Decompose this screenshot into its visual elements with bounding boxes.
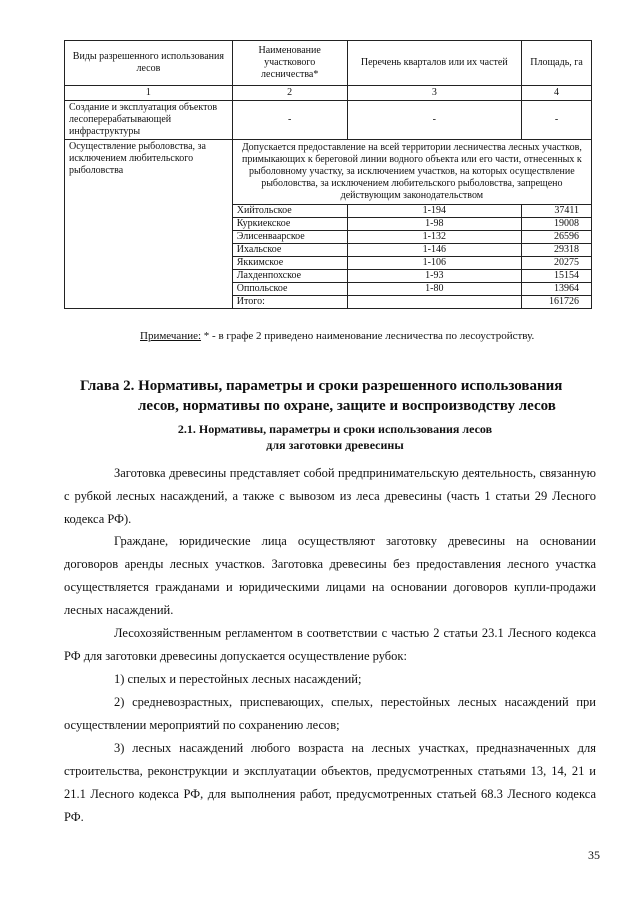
list-item: 3) лесных насаждений любого возраста на лесных участках, предназначенных для строительства, реконструкции и эксплуатации объектов, предусмотренных статьями 13, 14, 21 и 21.1 Лесного кодекса РФ, для выполнения работ, предусмотренных статьей 68.3 Лесного кодекса РФ.: [64, 741, 596, 824]
forestry-name: Яккимское: [232, 257, 347, 270]
quarter-range: 1-93: [347, 270, 521, 283]
page-number: 35: [588, 848, 600, 862]
quarters-cell: -: [347, 101, 521, 140]
forest-use-table: [64, 40, 592, 309]
total-label: Итого:: [232, 296, 347, 309]
table-footnote: [140, 330, 534, 342]
area-value: 15154: [522, 270, 592, 283]
forestry-name: Хийтольское: [232, 205, 347, 218]
area-value: 26596: [522, 231, 592, 244]
footnote-label: Примечание:: [140, 330, 202, 342]
header-quarters: Перечень кварталов или их частей: [347, 41, 521, 86]
area-cell: -: [522, 101, 592, 140]
total-quarters-empty: [347, 296, 521, 309]
forestry-name: Ихальское: [232, 244, 347, 257]
table-row: [65, 101, 592, 140]
table-header-row: [65, 41, 592, 86]
section-heading-line1: 2.1. Нормативы, параметры и сроки использования лесов: [177, 422, 493, 436]
forestry-cell: -: [232, 101, 347, 140]
chapter-heading-line2: лесов, нормативы по охране, защите и воспроизводству лесов: [138, 398, 556, 414]
area-value: 20275: [522, 257, 592, 270]
body-text: [64, 530, 596, 622]
area-value: 19008: [522, 218, 592, 231]
header-area: Площадь, га: [522, 41, 592, 86]
paragraph: Граждане, юридические лица осуществляют заготовку древесины на основании договоров аренды лесных участков. Заготовка древесины без предоставления лесного участка осуществляется гражданами и юридическими лицами на основании договоров купли-продажи лесных насаждений.: [64, 534, 596, 617]
section-heading-line2: для заготовки древесины: [266, 438, 404, 452]
quarter-range: 1-98: [347, 218, 521, 231]
col-number: 1: [65, 86, 233, 101]
fishing-note-cell: Допускается предоставление на всей территории лесничества лесных участков, примыкающих к береговой линии водного объекта или его части, отнесенных к рыболовному участку, за исключением участков, на которых осуществление рыболовства, за исключением любительского рыболовства, запрещено действующим законодательством: [232, 140, 591, 205]
paragraph: Заготовка древесины представляет собой предпринимательскую деятельность, связанную с рубкой лесных насаждений, а также с вывозом из леса древесины (часть 1 статьи 29 Лесного кодекса РФ).: [64, 466, 596, 526]
header-use-type: Виды разрешенного использования лесов: [65, 41, 233, 86]
area-value: 13964: [522, 283, 592, 296]
col-number: 4: [522, 86, 592, 101]
col-number: 2: [232, 86, 347, 101]
quarter-range: 1-80: [347, 283, 521, 296]
forestry-name: Элисенваарское: [232, 231, 347, 244]
table-row: [65, 140, 592, 205]
body-text: [64, 622, 596, 829]
quarter-range: 1-106: [347, 257, 521, 270]
forestry-name: Куркиекское: [232, 218, 347, 231]
table-column-numbers-row: [65, 86, 592, 101]
quarter-range: 1-194: [347, 205, 521, 218]
use-type-cell: Осуществление рыболовства, за исключением любительского рыболовства: [65, 140, 233, 309]
list-item: 2) средневозрастных, приспевающих, спелых, перестойных лесных насаждений при осуществлении мероприятий по сохранению лесов;: [64, 695, 596, 732]
section-heading: [120, 421, 550, 453]
chapter-heading: [80, 376, 580, 416]
footnote-text: * - в графе 2 приведено наименование лесничества по лесоустройству.: [201, 330, 535, 342]
quarter-range: 1-132: [347, 231, 521, 244]
quarter-range: 1-146: [347, 244, 521, 257]
total-area: 161726: [522, 296, 592, 309]
area-value: 37411: [522, 205, 592, 218]
area-value: 29318: [522, 244, 592, 257]
paragraph: Лесохозяйственным регламентом в соответствии с частью 2 статьи 23.1 Лесного кодекса РФ для заготовки древесины допускается осуществление рубок:: [64, 626, 596, 663]
header-forestry: Наименование участкового лесничества*: [232, 41, 347, 86]
col-number: 3: [347, 86, 521, 101]
forestry-name: Оппольское: [232, 283, 347, 296]
use-type-cell: Создание и эксплуатация объектов лесоперерабатывающей инфраструктуры: [65, 101, 233, 140]
forestry-name: Лахденпохское: [232, 270, 347, 283]
list-item: 1) спелых и перестойных лесных насаждений;: [114, 672, 362, 686]
body-text: [64, 462, 596, 531]
chapter-heading-line1: Глава 2. Нормативы, параметры и сроки разрешенного использования: [80, 378, 563, 394]
